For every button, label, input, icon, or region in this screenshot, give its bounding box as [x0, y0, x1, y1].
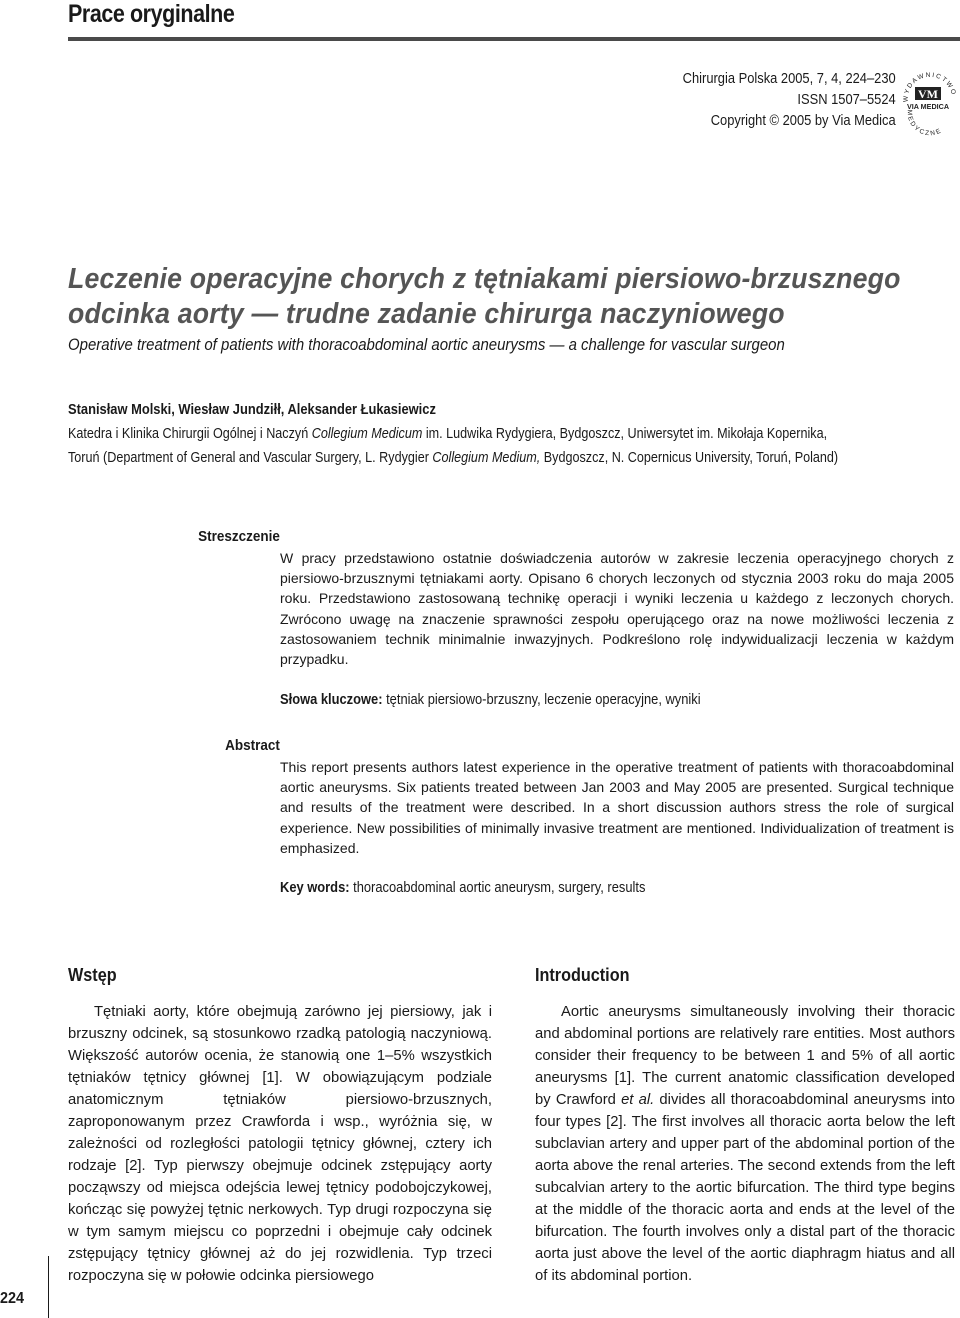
- introduction-text-part: divides all thoracoabdominal aneurysms into four types [2]. The first involves all thoracic aorta below the left subclavian artery and upper part of the abdominal portion of the aorta above the renal arteries. The second extends from the left subcalvian artery to the aortic bifurcation. The third type begins at the middle of the thoracic aorta and ends at the level of the bifurcation. The fourth involves only a distal part of the thoracic aorta just above the level of the aortic diaphragm hiatus and all of its abdominal portion.: [535, 1092, 955, 1284]
- logo-arc-bottom: MEDYCZNE: [905, 109, 944, 136]
- abstract-text: This report presents authors latest experience in the operative treatment of patients with thoracoabdominal aortic aneurysms. Six patients treated between Jan 2003 and May 2005 are presented. Surgical technique and results of the treatment were described. In a short discussion authors stress the role of surgical experience. New possibilities of minimally invasive treatment are mentioned. Individualization of treatment is emphasized.: [280, 759, 954, 856]
- logo-mark: VM: [918, 87, 938, 101]
- top-divider: [68, 37, 960, 41]
- title-line-2: odcinka aorty — trudne zadanie chirurga naczyniowego: [68, 298, 785, 330]
- affiliation-italic: Collegium Medium,: [432, 449, 541, 466]
- logo-name: VIA MEDICA: [906, 102, 950, 111]
- issn-line: ISSN 1507–5524: [797, 91, 896, 108]
- wstep-heading: Wstęp: [68, 965, 117, 985]
- logo-arc-top: WYDAWNICTWO: [902, 71, 958, 103]
- introduction-text: [535, 1001, 955, 1287]
- svg-text:MEDYCZNE: [906, 110, 944, 136]
- polish-keywords-values: tętniak piersiowo-brzuszny, leczenie operacyjne, wyniki: [382, 691, 701, 708]
- english-keywords-values: thoracoabdominal aortic aneurysm, surgery, results: [349, 879, 646, 896]
- abstract-label: Abstract: [225, 737, 280, 754]
- article-title-block: [68, 262, 948, 356]
- streszczenie-text: W pracy przedstawiono ostatnie doświadczenia autorów w zakresie leczenia operacyjnego chorych z piersiowo-brzusznymi tętniakami aorty. Opisano 6 chorych leczonych od stycznia 2003 roku do maja 2005 roku. Przedstawiono zastosowaną technikę operacji i wyniki leczenia u każdego z leczonych chorych. Zwrócono uwagę na znaczenie sprawności zespołu operującego oraz na nowe możliwości leczenia z zastosowaniem technik minimalnie inwazyjnych. Podkreślono rolę indywidualizacji leczenia w każdym przypadku.: [280, 550, 954, 668]
- affiliation-italic: Collegium Medicum: [311, 425, 423, 442]
- journal-line: Chirurgia Polska 2005, 7, 4, 224–230: [683, 70, 896, 87]
- via-medica-logo-icon: [898, 66, 960, 136]
- english-keywords-label: Key words:: [280, 879, 350, 896]
- wstep-text: Tętniaki aorty, które obejmują zarówno jej piersiowy, jak i brzuszny odcinek, są stosunkowo rzadką patologią naczyniową. Większość autorów ocenia, że stanowią one 1–5% wszystkich tętniaków tętnicy głównej [1]. W obowiązującym podziale anatomicznym tętniaków piersiowo-brzusznych, zaproponowanym przez Crawforda i wsp., wyróżnia się, w zależności od rozległości patologii tętnicy głównej, cztery ich rodzaje [2]. Typ pierwszy obejmuje odcinek zstępujący aorty począwszy od miejsca odejścia lewej tętnicy podobojczykowej, kończąc się powyżej tętnic nerkowych. Typ drugi rozpoczyna się w tym samym miejscu co poprzedni i obejmuje cały odcinek zstępujący tętnicy głównej aż do jej rozwidlenia. Typ trzeci rozpoczyna się w połowie odcinka piersiowego: [68, 1004, 492, 1284]
- affiliation-line-1: [68, 422, 942, 446]
- article-title: [68, 262, 951, 332]
- affiliation-text: Toruń (Department of General and Vascular Surgery, L. Rydygier: [68, 449, 433, 466]
- affiliation-line-2: [68, 446, 942, 470]
- affiliation-text: Bydgoszcz, N. Copernicus University, Toruń, Poland): [540, 449, 839, 466]
- article-subtitle: Operative treatment of patients with thoracoabdominal aortic aneurysms — a challenge for vascular surgeon: [68, 335, 785, 354]
- introduction-heading: Introduction: [535, 965, 630, 985]
- english-keywords: [280, 879, 645, 896]
- affiliation-text: im. Ludwika Rydygiera, Bydgoszcz, Uniwersytet im. Mikołaja Kopernika,: [422, 425, 828, 442]
- page-number-rule: [48, 1256, 49, 1318]
- page-number: 224: [0, 1290, 25, 1307]
- introduction-text-part: Aortic aneurysms simultaneously involving their thoracic and abdominal portions are relatively rare entities. Most authors consider their frequency to be between 1 and 5% of all aortic aneurysms [1]. The current anatomic classification developed by Crawford: [535, 1004, 955, 1108]
- authors: Stanisław Molski, Wiesław Jundziłł, Aleksander Łukasiewicz: [68, 401, 436, 418]
- section-heading: Prace oryginalne: [68, 0, 235, 28]
- introduction-text-italic: et al.: [621, 1092, 655, 1108]
- journal-citation: [683, 68, 896, 131]
- polish-keywords-label: Słowa kluczowe:: [280, 691, 383, 708]
- affiliation-text: Katedra i Klinika Chirurgii Ogólnej i Naczyń: [68, 425, 312, 442]
- copyright-line: Copyright © 2005 by Via Medica: [711, 112, 896, 129]
- title-line-1: Leczenie operacyjne chorych z tętniakami piersiowo-brzusznego: [68, 263, 901, 295]
- streszczenie-label: Streszczenie: [198, 528, 280, 545]
- affiliation: [68, 422, 942, 470]
- polish-keywords: [280, 691, 701, 708]
